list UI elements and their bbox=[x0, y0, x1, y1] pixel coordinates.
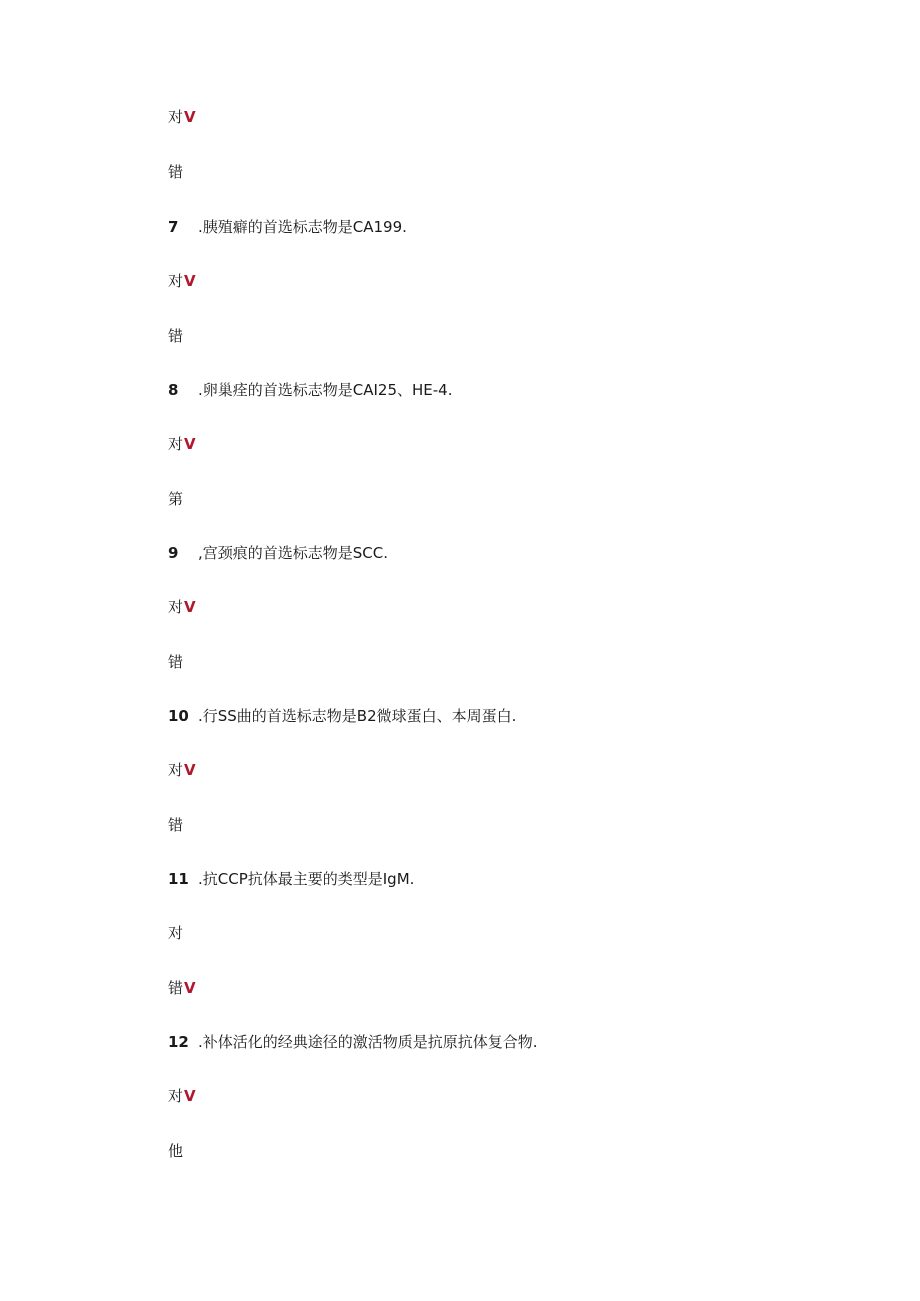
question-text: .卵巢痊的首选标志物是CAI25、HE-4. bbox=[198, 381, 453, 399]
question-11 bbox=[168, 869, 414, 889]
option-label: 对 bbox=[168, 1087, 184, 1105]
option-label: 错 bbox=[168, 163, 184, 181]
question-8 bbox=[168, 380, 453, 400]
option-label: 他 bbox=[168, 1142, 184, 1160]
option-label: 对 bbox=[168, 761, 184, 779]
option-label: 错 bbox=[168, 653, 184, 671]
question-7 bbox=[168, 217, 407, 237]
option-false-q11 bbox=[168, 978, 196, 998]
question-text: .抗CCP抗体最主要的类型是IgM. bbox=[198, 870, 415, 888]
option-false-q10 bbox=[168, 815, 184, 835]
question-number: 11 bbox=[168, 870, 189, 888]
option-true-q10 bbox=[168, 760, 196, 780]
option-true-q9 bbox=[168, 597, 196, 617]
option-label: 错 bbox=[168, 327, 184, 345]
question-text: .补体活化的经典途径的激活物质是抗原抗体复合物. bbox=[198, 1033, 538, 1051]
question-12 bbox=[168, 1032, 538, 1052]
answer-mark: V bbox=[184, 1087, 196, 1105]
question-text: ,宫颈痕的首选标志物是SCC. bbox=[198, 544, 389, 562]
question-text: .行SS曲的首选标志物是B2微球蛋白、本周蛋白. bbox=[198, 707, 517, 725]
option-label: 对 bbox=[168, 598, 184, 616]
question-number: 10 bbox=[168, 707, 189, 725]
question-number: 9 bbox=[168, 544, 179, 562]
answer-mark: V bbox=[184, 979, 196, 997]
option-label: 对 bbox=[168, 108, 184, 126]
option-label: 对 bbox=[168, 435, 184, 453]
option-true-q6 bbox=[168, 107, 196, 127]
question-number: 8 bbox=[168, 381, 179, 399]
option-false-q9 bbox=[168, 652, 184, 672]
option-false-q7 bbox=[168, 326, 184, 346]
option-label: 错 bbox=[168, 816, 184, 834]
question-10 bbox=[168, 706, 516, 726]
option-true-q7 bbox=[168, 271, 196, 291]
answer-mark: V bbox=[184, 272, 196, 290]
question-number: 12 bbox=[168, 1033, 189, 1051]
option-label: 对 bbox=[168, 924, 184, 942]
option-label: 对 bbox=[168, 272, 184, 290]
option-false-q8 bbox=[168, 489, 184, 509]
option-true-q8 bbox=[168, 434, 196, 454]
question-9 bbox=[168, 543, 388, 563]
option-label: 错 bbox=[168, 979, 184, 997]
option-false-q12 bbox=[168, 1141, 184, 1161]
question-number: 7 bbox=[168, 218, 179, 236]
question-text: .胰殖癖的首选标志物是CA199. bbox=[198, 218, 407, 236]
answer-mark: V bbox=[184, 108, 196, 126]
answer-mark: V bbox=[184, 761, 196, 779]
answer-mark: V bbox=[184, 598, 196, 616]
option-true-q12 bbox=[168, 1086, 196, 1106]
option-label: 第 bbox=[168, 490, 184, 508]
option-true-q11 bbox=[168, 923, 184, 943]
option-false-q6 bbox=[168, 162, 184, 182]
answer-mark: V bbox=[184, 435, 196, 453]
